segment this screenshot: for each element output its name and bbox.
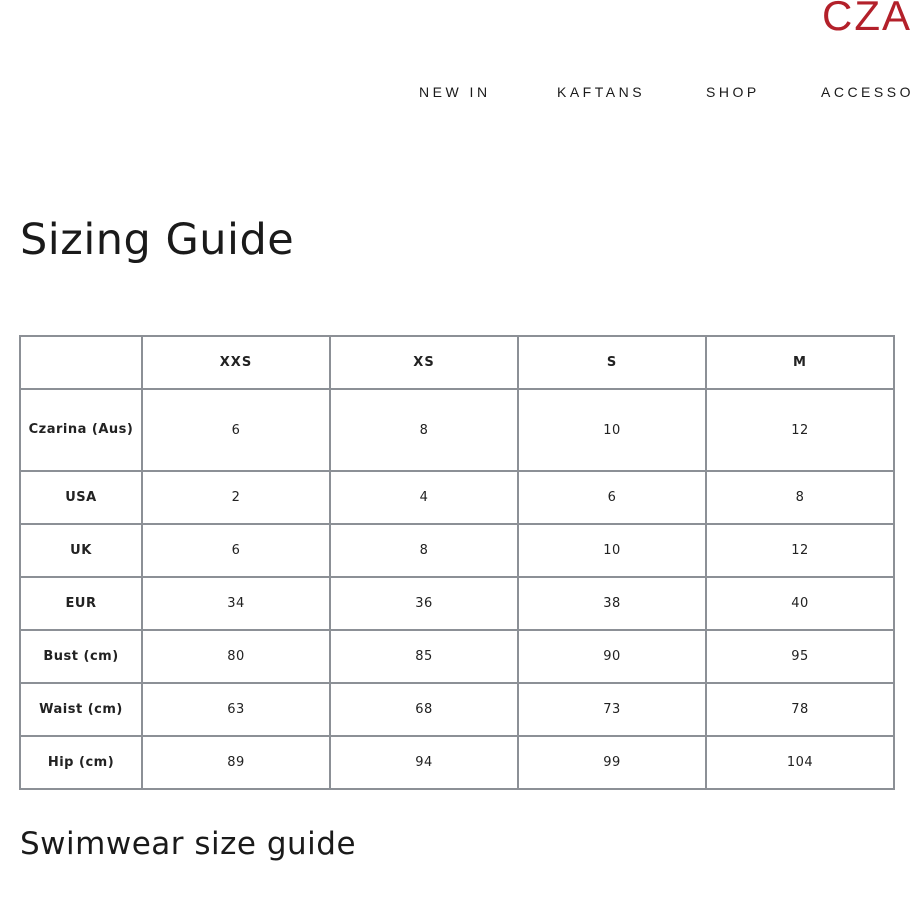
table-row (20, 471, 894, 524)
table-header-cell: M (706, 336, 894, 389)
table-cell: 36 (330, 577, 518, 630)
table-cell: 104 (706, 736, 894, 789)
nav-item-kaftans[interactable]: KAFTANS (557, 84, 646, 100)
table-cell: 8 (330, 389, 518, 471)
row-label: Bust (cm) (20, 630, 142, 683)
table-row (20, 630, 894, 683)
table-cell: 6 (142, 524, 330, 577)
row-label: Waist (cm) (20, 683, 142, 736)
table-cell: 63 (142, 683, 330, 736)
table-row (20, 524, 894, 577)
nav-item-new-in[interactable]: NEW IN (419, 84, 491, 100)
main-nav (0, 84, 914, 104)
brand-logo[interactable]: CZA (822, 0, 912, 39)
table-cell: 8 (706, 471, 894, 524)
table-cell: 95 (706, 630, 894, 683)
table-cell: 40 (706, 577, 894, 630)
table-row (20, 736, 894, 789)
nav-item-shop[interactable]: SHOP (706, 84, 760, 100)
table-header-cell (20, 336, 142, 389)
table-cell: 99 (518, 736, 706, 789)
table-cell: 2 (142, 471, 330, 524)
table-header-cell: S (518, 336, 706, 389)
nav-item-accessories[interactable]: ACCESSO (821, 84, 914, 100)
table-cell: 94 (330, 736, 518, 789)
table-cell: 90 (518, 630, 706, 683)
table-cell: 8 (330, 524, 518, 577)
table-cell: 12 (706, 524, 894, 577)
sizing-table (19, 335, 895, 790)
table-cell: 68 (330, 683, 518, 736)
table-header-row (20, 336, 894, 389)
page-title: Sizing Guide (20, 215, 295, 265)
row-label: Czarina (Aus) (20, 389, 142, 471)
table-cell: 12 (706, 389, 894, 471)
swimwear-size-guide-heading: Swimwear size guide (20, 826, 357, 862)
table-cell: 4 (330, 471, 518, 524)
table-row (20, 389, 894, 471)
table-cell: 10 (518, 524, 706, 577)
table-cell: 10 (518, 389, 706, 471)
table-cell: 80 (142, 630, 330, 683)
table-cell: 89 (142, 736, 330, 789)
table-cell: 6 (142, 389, 330, 471)
table-header-cell: XXS (142, 336, 330, 389)
table-cell: 6 (518, 471, 706, 524)
table-cell: 85 (330, 630, 518, 683)
table-cell: 73 (518, 683, 706, 736)
table-cell: 78 (706, 683, 894, 736)
row-label: Hip (cm) (20, 736, 142, 789)
table-header-cell: XS (330, 336, 518, 389)
table-cell: 34 (142, 577, 330, 630)
table-row (20, 577, 894, 630)
table-cell: 38 (518, 577, 706, 630)
table-row (20, 683, 894, 736)
row-label: UK (20, 524, 142, 577)
row-label: EUR (20, 577, 142, 630)
row-label: USA (20, 471, 142, 524)
